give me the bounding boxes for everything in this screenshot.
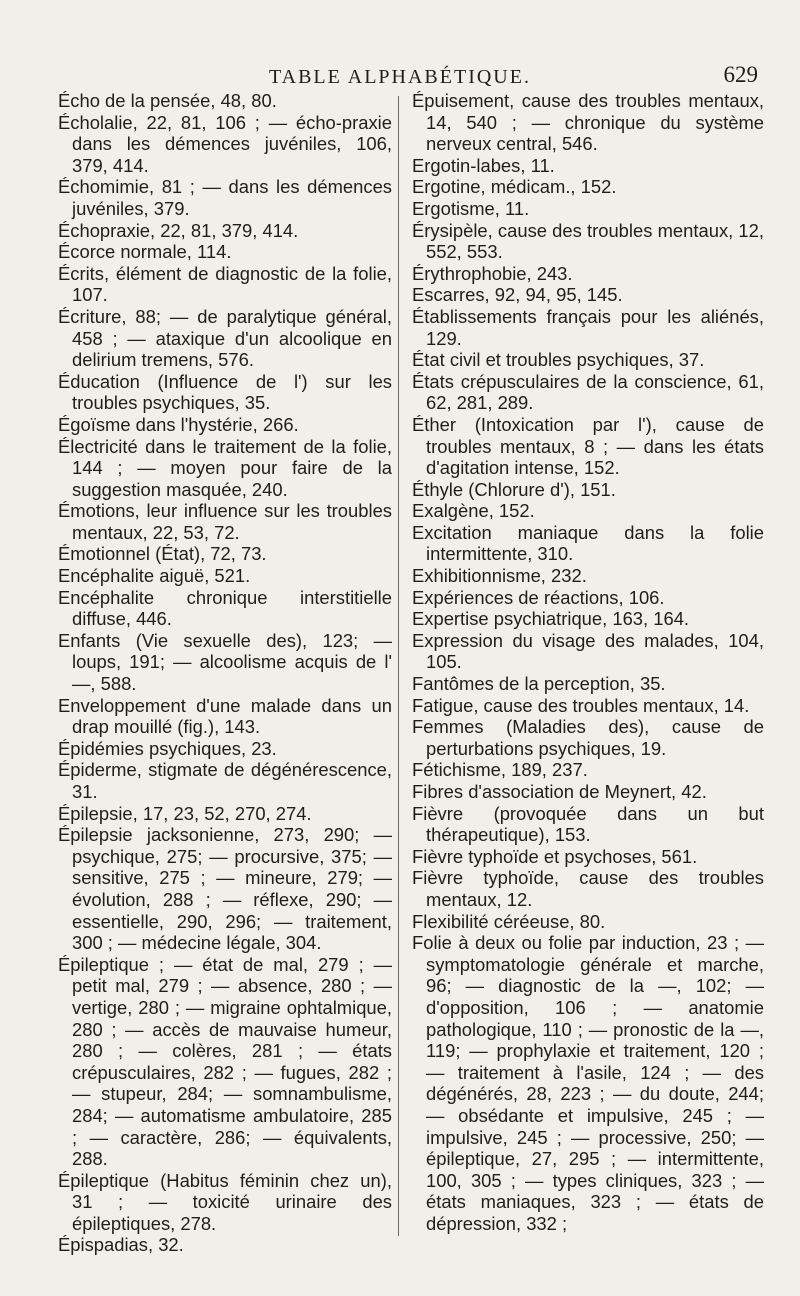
- index-entry: Fièvre typhoïde, cause des troubles mentaux, 12.: [412, 867, 764, 910]
- left-index-column: [58, 90, 392, 1256]
- index-entry: Ergotin-labes, 11.: [412, 154, 555, 176]
- index-entry: Échomimie, 81 ; — dans les démences juvéniles, 379.: [58, 176, 392, 219]
- index-entry: Éther (Intoxication par l'), cause de troubles mentaux, 8 ; — dans les états d'agitation intense, 152.: [412, 413, 764, 479]
- index-entry: Érythrophobie, 243.: [412, 262, 573, 284]
- index-entry: Écriture, 88; — de paralytique général, 458 ; — ataxique d'un alcoolique en delirium tremens, 576.: [58, 305, 392, 371]
- index-entry: Encéphalite chronique interstitielle diffuse, 446.: [58, 586, 392, 630]
- index-entry: Écorce normale, 114.: [58, 241, 232, 263]
- index-entry: Ergotine, médicam., 152.: [412, 176, 617, 198]
- running-header: [0, 62, 800, 92]
- index-entry: Exalgène, 152.: [412, 500, 535, 522]
- index-entry: Électricité dans le traitement de la folie, 144 ; — moyen pour faire de la suggestion masquée, 240.: [58, 435, 392, 500]
- index-entry: Épilepsie, 17, 23, 52, 270, 274.: [58, 802, 312, 824]
- index-entry: Fièvre typhoïde et psychoses, 561.: [412, 845, 698, 867]
- index-entry: Épuisement, cause des troubles mentaux, 14, 540 ; — chronique du système nerveux central, 546.: [412, 90, 764, 155]
- index-entry: Fétichisme, 189, 237.: [412, 759, 588, 781]
- index-entry: Folie à deux ou folie par induction, 23 ; — symptomatologie générale et marche, 96; — diagnostic de la —, 102; — d'opposition, 106 ; — anatomie pathologique, 110 ; — pronostic de la —, 119; — prophylaxie et traitement, 120 ; — traitement à l'asile, 124 ; — des dégénérés, 28, 223 ; — du doute, 244; — obsédante et impulsive, 245 ; — impulsive, 245 ; — processive, 250; — épileptique, 27, 295 ; — intermittente, 100, 305 ; — types cliniques, 323 ; — états maniaques, 323 ; — états de dépression, 332 ;: [412, 932, 764, 1234]
- index-entry: Fantômes de la perception, 35.: [412, 673, 666, 695]
- index-entry: Épileptique (Habitus féminin chez un), 31 ; — toxicité urinaire des épileptiques, 278.: [58, 1169, 392, 1234]
- index-entry: Escarres, 92, 94, 95, 145.: [412, 284, 623, 306]
- index-entry: Enveloppement d'une malade dans un drap mouillé (fig.), 143.: [58, 694, 392, 738]
- page-title: TABLE ALPHABÉTIQUE.: [269, 66, 531, 88]
- index-entry: Érysipèle, cause des troubles mentaux, 12, 552, 553.: [412, 219, 764, 263]
- index-entry: Écho de la pensée, 48, 80.: [58, 90, 277, 111]
- index-entry: Établissements français pour les aliénés, 129.: [412, 305, 764, 349]
- page-number: 629: [723, 62, 758, 87]
- right-index-column: [412, 90, 764, 1234]
- index-entry: Ergotisme, 11.: [412, 197, 530, 219]
- index-entry: Enfants (Vie sexuelle des), 123; — loups, 191; — alcoolisme acquis de l' —, 588.: [58, 629, 392, 695]
- index-entry: Fièvre (provoquée dans un but thérapeutique), 153.: [412, 802, 764, 846]
- index-entry: Épiderme, stigmate de dégénérescence, 31.: [58, 759, 392, 802]
- index-entry: Excitation maniaque dans la folie intermittente, 310.: [412, 521, 764, 565]
- index-entry: Épidémies psychiques, 23.: [58, 737, 277, 759]
- index-entry: Encéphalite aiguë, 521.: [58, 565, 251, 587]
- index-entry: Écrits, élément de diagnostic de la folie, 107.: [58, 262, 392, 306]
- index-entry: Fatigue, cause des troubles mentaux, 14.: [412, 694, 750, 716]
- index-entry: Éthyle (Chlorure d'), 151.: [412, 478, 616, 500]
- index-entry: États crépusculaires de la conscience, 61, 62, 281, 289.: [412, 370, 764, 414]
- index-entry: Écholalie, 22, 81, 106 ; — écho-praxie dans les démences juvéniles, 106, 379, 414.: [58, 111, 392, 176]
- index-entry: État civil et troubles psychiques, 37.: [412, 349, 705, 371]
- index-entry: Expertise psychiatrique, 163, 164.: [412, 608, 690, 630]
- index-entry: Exhibitionnisme, 232.: [412, 565, 587, 587]
- index-entry: Fibres d'association de Meynert, 42.: [412, 781, 707, 802]
- index-entry: Flexibilité céréeuse, 80.: [412, 910, 606, 932]
- index-entry: Épilepsie jacksonienne, 273, 290; — psychique, 275; — procursive, 375; — sensitive, 275 ; — mineure, 279; — évolution, 288 ; — réflexe, 290; — essentielle, 290, 296; — traitement, 300 ; — médecine légale, 304.: [58, 824, 392, 954]
- index-entry: Échopraxie, 22, 81, 379, 414.: [58, 219, 299, 241]
- index-entry: Épispadias, 32.: [58, 1234, 184, 1256]
- column-divider: [398, 96, 399, 1236]
- index-entry: Femmes (Maladies des), cause de perturbations psychiques, 19.: [412, 716, 764, 759]
- index-entry: Égoïsme dans l'hystérie, 266.: [58, 413, 299, 435]
- index-entry: Éducation (Influence de l') sur les troubles psychiques, 35.: [58, 370, 392, 414]
- index-entry: Épileptique ; — état de mal, 279 ; — petit mal, 279 ; — absence, 280 ; — vertige, 280 ; — migraine ophtalmique, 280 ; — accès de mauvaise humeur, 280 ; — colères, 281 ; — états crépusculaires, 282 ; — fugues, 282 ; — stupeur, 284; — somnambulisme, 284; — automatisme ambulatoire, 285 ; — caractère, 286; — équivalents, 288.: [58, 953, 392, 1170]
- index-entry: Expression du visage des malades, 104, 105.: [412, 629, 764, 673]
- index-entry: Émotionnel (État), 72, 73.: [58, 543, 267, 565]
- index-entry: Émotions, leur influence sur les troubles mentaux, 22, 53, 72.: [58, 500, 392, 543]
- index-entry: Expériences de réactions, 106.: [412, 586, 665, 608]
